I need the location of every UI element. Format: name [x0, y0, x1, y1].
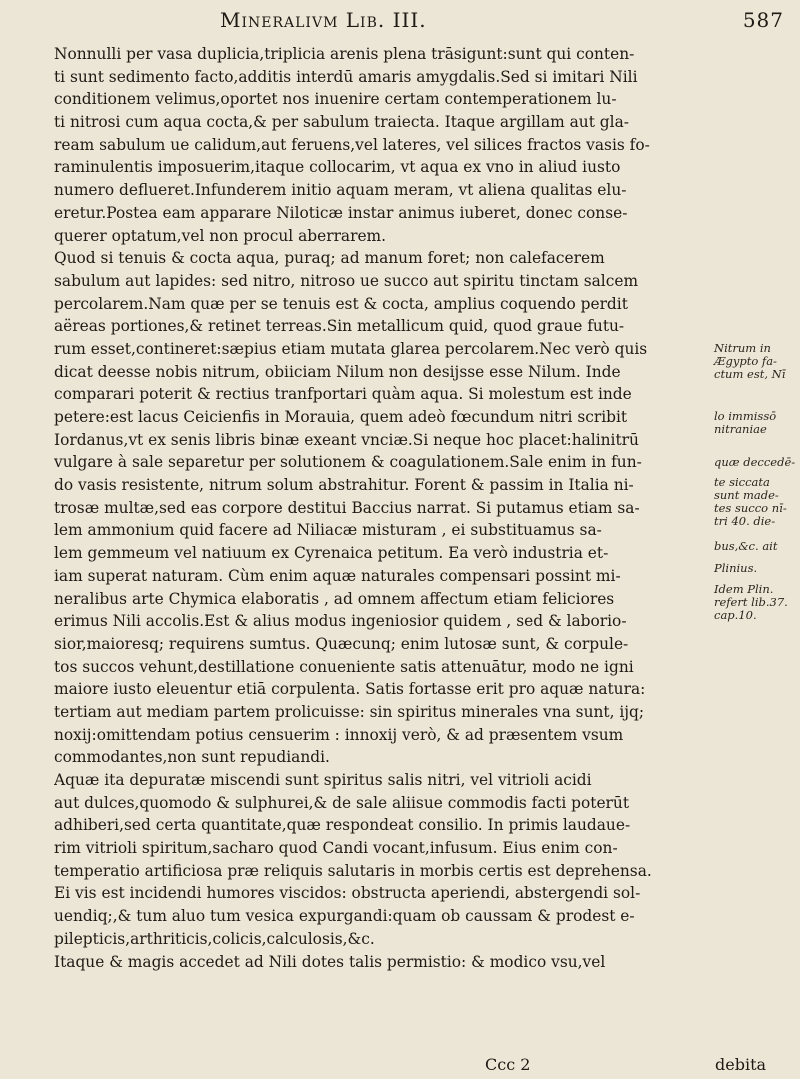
text-line: petere:est lacus Ceicienfis in Morauia, quem adeò fœcundum nitri scribit [54, 408, 628, 426]
text-line: adhiberi,sed certa quantitate,quæ respondeat consilio. In primis laudaue- [54, 816, 631, 835]
text-line: rum esset,contineret:sæpius etiam mutata glarea percolarem.Nec verò quis [54, 339, 648, 358]
margin-note-line: nitraniae [714, 422, 767, 437]
margin-note [714, 456, 798, 469]
text-line: Nonnulli per vasa duplicia,triplicia arenis plena trāsigunt:sunt qui conten- [54, 45, 635, 63]
text-line: Ei vis est incidendi humores viscidos: obstructa aperiendi, abstergendi sol- [54, 884, 641, 903]
catchword: debita [715, 1055, 767, 1074]
margin-note [714, 540, 798, 553]
margin-note-line: tri 40. die- [714, 514, 776, 529]
text-line: trosæ multæ,sed eas corpore destitui Baccius narrat. Si putamus etiam sa- [54, 498, 640, 517]
text-line: temperatio artificiosa præ reliquis salutaris in morbis certis est deprehensa. [54, 861, 652, 880]
text-line: numero deflueret.Infunderem initio aquam meram, vt aliena qualitas elu- [54, 181, 627, 200]
margin-note [714, 410, 798, 436]
text-line: Aquæ ita depuratæ miscendi sunt spiritus salis nitri, vel vitrioli acidi [54, 771, 592, 789]
margin-note-line: cap.10. [714, 607, 757, 622]
text-line: noxij:omittendam potius censuerim : innoxij verò, & ad præsentem vsum [54, 725, 624, 744]
text-line: lem gemmeum vel natiuum ex Cyrenaica petitum. Ea verò industria et- [54, 544, 609, 563]
main-text-block [54, 43, 710, 973]
margin-note-line: Plinius. [714, 561, 758, 576]
margin-note [714, 583, 798, 622]
text-line: neralibus arte Chymica elaboratis , ad omnem affectum etiam feliciores [54, 589, 615, 608]
text-line: uendiq;,& tum aluo tum vesica expurgandi:quam ob caussam & prodest e- [54, 907, 635, 926]
margin-note-line: te siccata [714, 475, 770, 490]
text-line: rim vitrioli spiritum,sacharo quod Candi vocant,infusum. Eius enim con- [54, 839, 618, 858]
margin-note-line: Idem Plin. [714, 581, 774, 596]
margin-note-line: Nitrum in [714, 341, 771, 356]
margin-note-line: Ægypto fa- [714, 354, 777, 369]
margin-note-line: lo immissō [714, 409, 777, 424]
margin-note-line: sunt made- [714, 488, 779, 503]
margin-note-line: quæ deccedē- [714, 454, 796, 469]
margin-note [714, 342, 798, 381]
text-line: eretur.Postea eam apparare Niloticæ instar animus iuberet, donec conse- [54, 203, 628, 222]
text-line: ti nitrosi cum aqua cocta,& per sabulum traiecta. Itaque argillam aut gla- [54, 113, 629, 132]
page-number: 587 [742, 8, 784, 32]
text-line: maiore iusto eleuentur etiā corpulenta. Satis fortasse erit pro aquæ natura: [54, 680, 646, 699]
text-line: dicat deesse nobis nitrum, obiiciam Nilum non desijsse esse Nilum. Inde [54, 362, 621, 381]
text-line: Iordanus,vt ex senis libris binæ exeant vnciæ.Si neque hoc placet:halinitrū [54, 430, 639, 449]
margin-note [714, 562, 798, 575]
margin-note-line: tes succo nī- [714, 501, 787, 516]
text-line: Quod si tenuis & cocta aqua, puraq; ad manum foret; non calefacerem [54, 249, 605, 268]
text-line: commodantes,non sunt repudiandi. [54, 748, 330, 767]
text-line: ream sabulum ue calidum,aut feruens,vel lateres, vel silices fractos vasis fo- [54, 135, 650, 154]
signature-mark: Ccc 2 [485, 1055, 531, 1074]
text-line: sior,maioresq; requirens sumtus. Quæcunq; enim lutosæ sunt, & corpule- [54, 634, 629, 653]
text-line: erimus Nili accolis.Est & alius modus ingeniosior quidem , sed & laborio- [54, 612, 627, 631]
page-footer [0, 1055, 800, 1077]
text-line: Itaque & magis accedet ad Nili dotes talis permistio: & modico vsu,vel [54, 952, 606, 971]
text-line: sabulum aut lapides: sed nitro, nitroso ue succo aut spiritu tinctam salcem [54, 271, 639, 290]
margin-note-line: refert lib.37. [714, 594, 788, 609]
text-line: vulgare à sale separetur per solutionem & coagulationem.Sale enim in fun- [54, 453, 642, 472]
text-line: aut dulces,quomodo & sulphurei,& de sale aliisue commodis facti poterūt [54, 793, 630, 812]
text-line: iam superat naturam. Cùm enim aquæ naturales compensari possint mi- [54, 566, 621, 585]
text-line: tertiam aut mediam partem prolicuisse: sin spiritus minerales vna sunt, ijq; [54, 702, 645, 721]
running-title: Mineralivm Lib. III. [220, 8, 427, 32]
page-header [90, 8, 790, 36]
text-line: tos succos vehunt,destillatione conueniente satis attenuātur, modo ne igni [54, 657, 634, 676]
margin-note-line: ctum est, Nī [714, 367, 786, 382]
text-line: aëreas portiones,& retinet terreas.Sin metallicum quid, quod graue futu- [54, 317, 625, 336]
margin-note-line: bus,&c. ait [714, 538, 778, 553]
text-line: querer optatum,vel non procul aberrarem. [54, 226, 387, 245]
text-line: percolarem.Nam quæ per se tenuis est & cocta, amplius coquendo perdit [54, 294, 628, 313]
text-line: conditionem velimus,oportet nos inuenire certam contemperationem lu- [54, 90, 617, 109]
text-line: comparari poterit & rectius tranfportari quàm aqua. Si molestum est inde [54, 385, 632, 404]
text-line: raminulentis imposuerim,itaque collocarim, vt aqua ex vno in aliud iusto [54, 158, 621, 177]
text-line: do vasis resistente, nitrum solum abstrahitur. Forent & passim in Italia ni- [54, 476, 634, 495]
text-line: lem ammonium quid facere ad Niliacæ misturam , ei substituamus sa- [54, 521, 602, 540]
text-line: pilepticis,arthriticis,colicis,calculosis,&c. [54, 929, 375, 948]
margin-note [714, 476, 798, 528]
text-line: ti sunt sedimento facto,additis interdū amaris amygdalis.Sed si imitari Nili [54, 67, 638, 86]
